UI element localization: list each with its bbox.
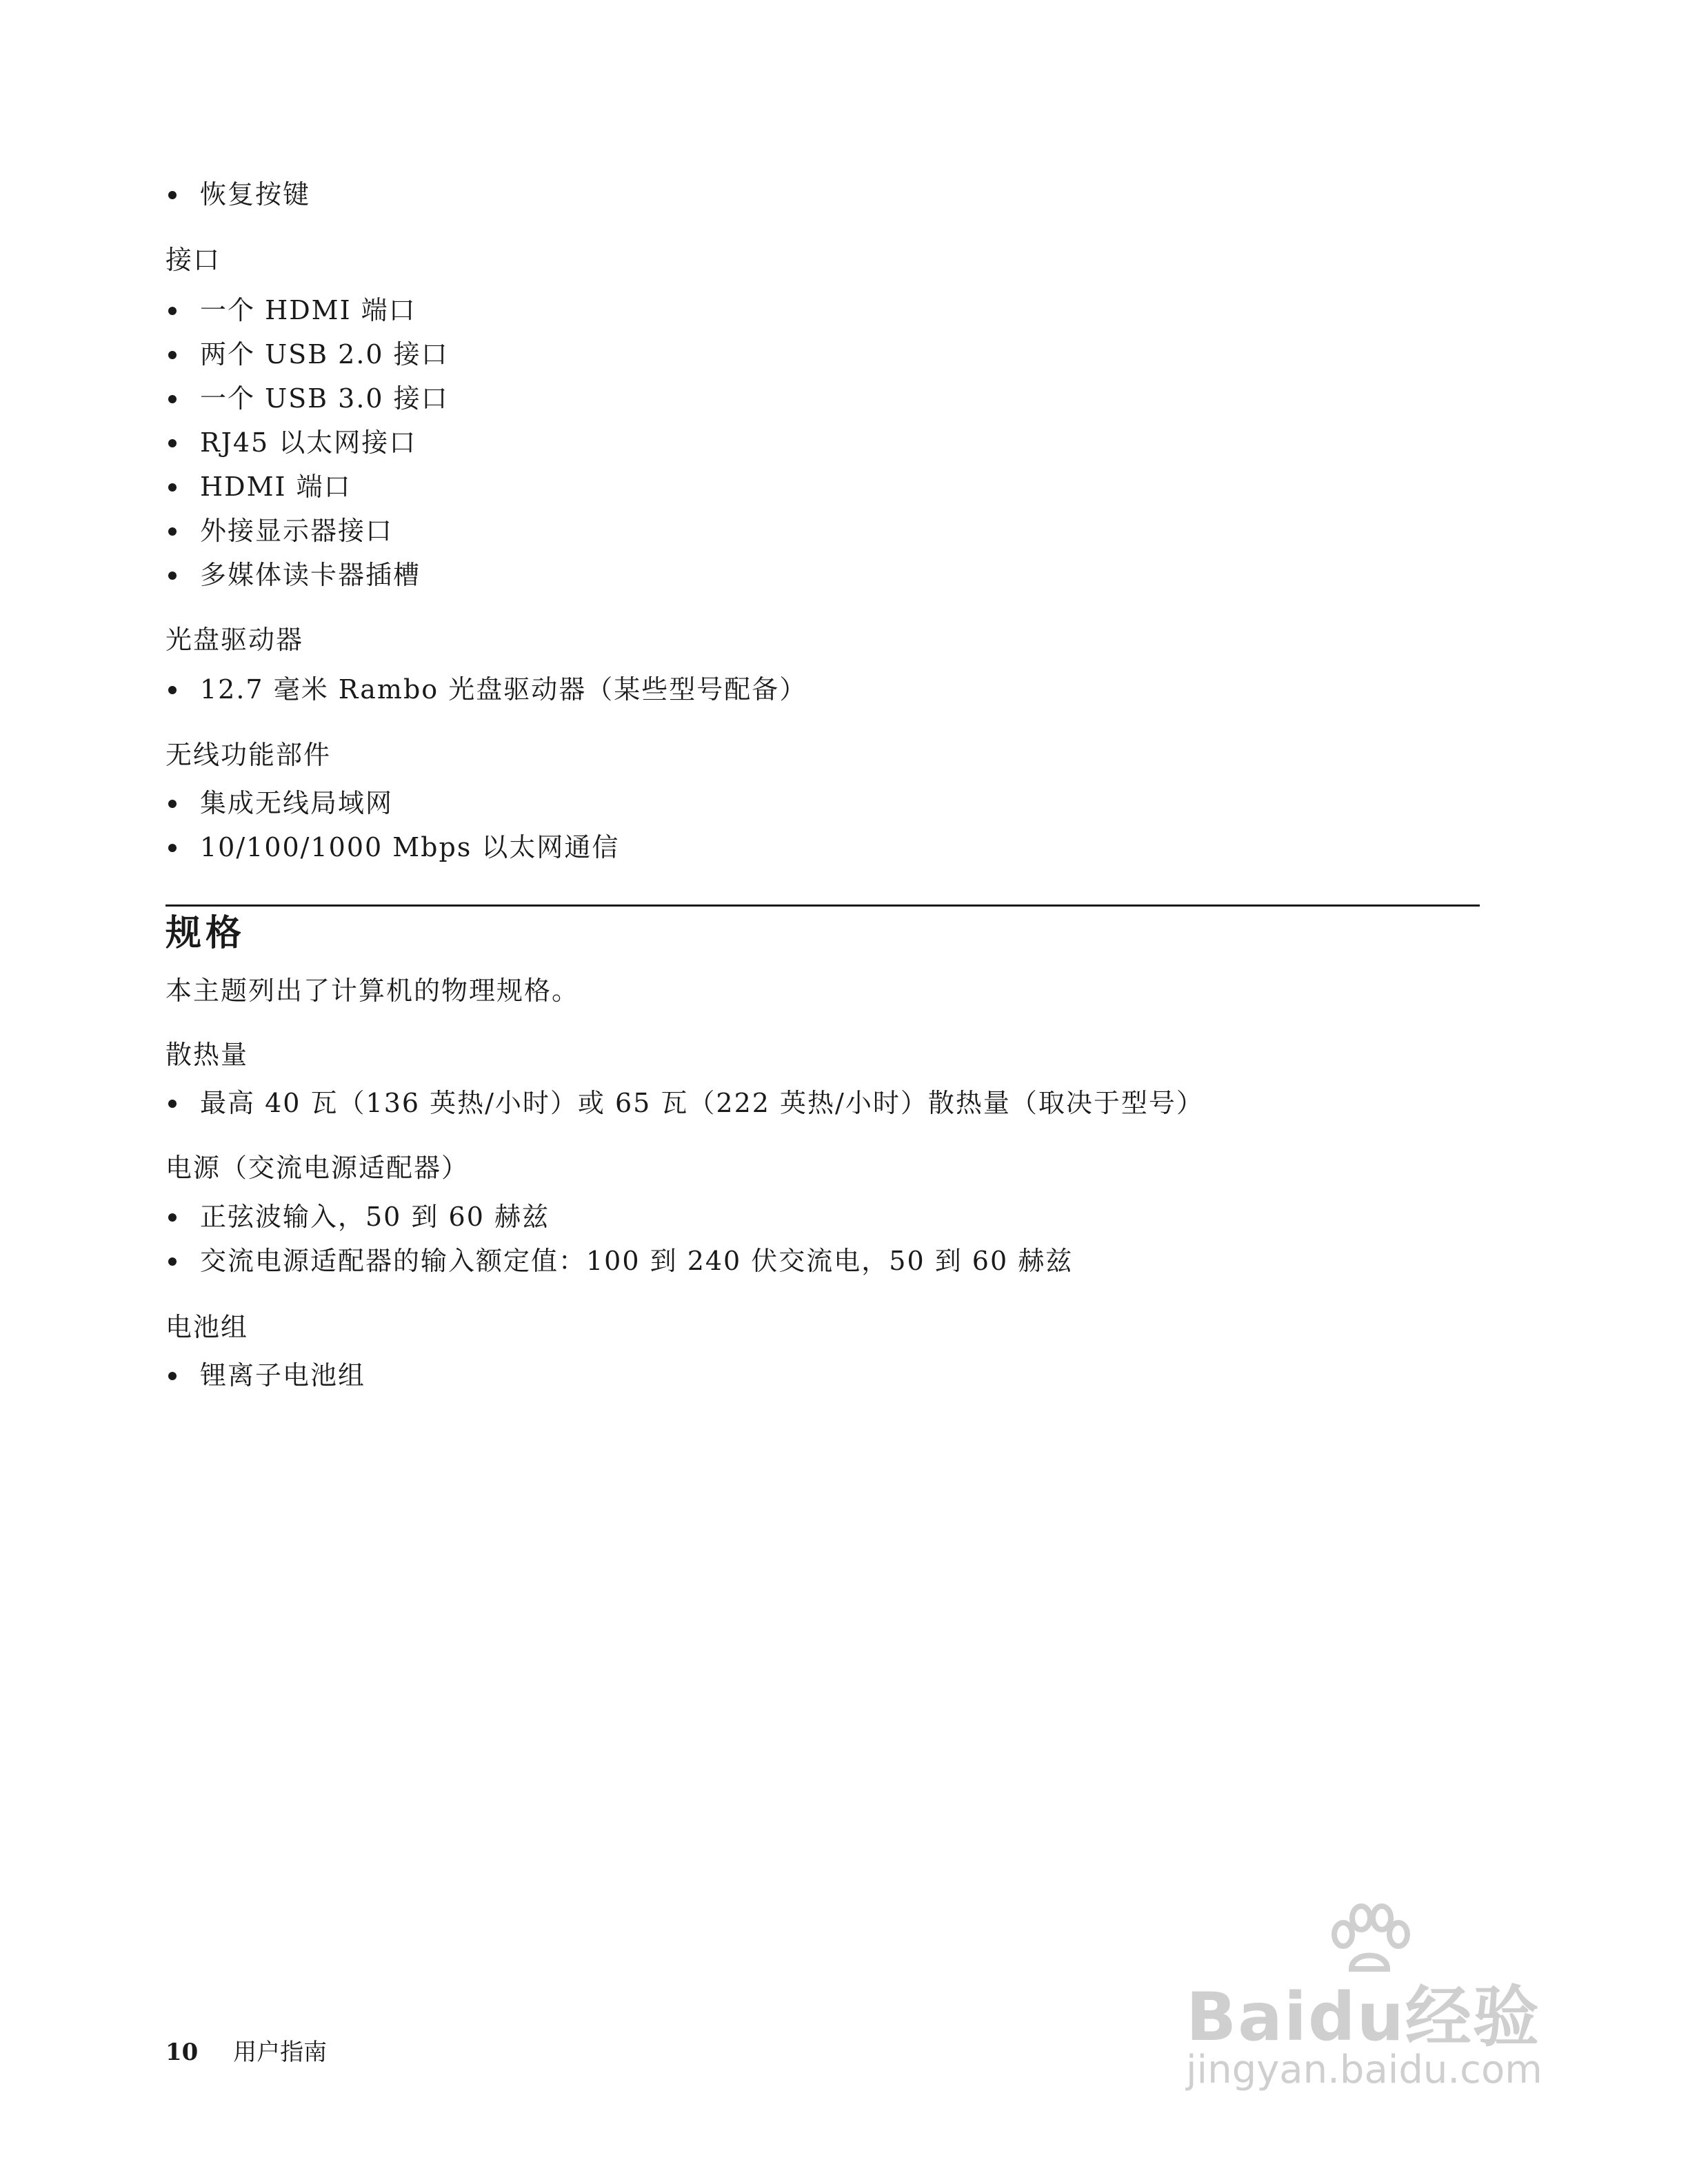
wireless-list bbox=[165, 781, 619, 869]
power-list bbox=[165, 1195, 1073, 1283]
heat-list bbox=[165, 1081, 1204, 1125]
list-item: 一个 USB 3.0 接口 bbox=[165, 376, 449, 421]
list-item: 12.7 毫米 Rambo 光盘驱动器（某些型号配备） bbox=[165, 667, 807, 711]
optical-heading: 光盘驱动器 bbox=[165, 625, 304, 655]
list-item: 交流电源适配器的输入额定值：100 到 240 伏交流电，50 到 60 赫兹 bbox=[165, 1239, 1073, 1283]
top-list bbox=[165, 172, 310, 216]
optical-list bbox=[165, 667, 807, 711]
list-item: 最高 40 瓦（136 英热/小时）或 65 瓦（222 英热/小时）散热量（取决于型号） bbox=[165, 1081, 1204, 1125]
baidu-watermark bbox=[1186, 1903, 1572, 2110]
list-item: 10/100/1000 Mbps 以太网通信 bbox=[165, 825, 619, 869]
list-item: HDMI 端口 bbox=[165, 465, 449, 509]
list-item: 锂离子电池组 bbox=[165, 1353, 365, 1397]
list-item: 多媒体读卡器插槽 bbox=[165, 553, 449, 597]
footer-doc-title: 用户指南 bbox=[233, 2039, 328, 2066]
page-footer bbox=[165, 2035, 327, 2070]
list-item: 两个 USB 2.0 接口 bbox=[165, 332, 449, 376]
battery-heading: 电池组 bbox=[165, 1312, 249, 1342]
list-item: 一个 HDMI 端口 bbox=[165, 288, 449, 332]
power-heading: 电源（交流电源适配器） bbox=[165, 1153, 470, 1183]
interfaces-list bbox=[165, 288, 449, 597]
list-item: RJ45 以太网接口 bbox=[165, 421, 449, 465]
section-title: 规格 bbox=[165, 913, 246, 954]
wireless-heading: 无线功能部件 bbox=[165, 740, 332, 770]
list-item: 正弦波输入，50 到 60 赫兹 bbox=[165, 1195, 1073, 1239]
list-item: 恢复按键 bbox=[165, 172, 310, 216]
heat-heading: 散热量 bbox=[165, 1040, 249, 1070]
watermark-logo: Baidu经验 bbox=[1186, 1979, 1540, 2056]
list-item: 集成无线局域网 bbox=[165, 781, 619, 825]
watermark-url: jingyan.baidu.com bbox=[1186, 2048, 1543, 2092]
list-item: 外接显示器接口 bbox=[165, 509, 449, 553]
specs-intro: 本主题列出了计算机的物理规格。 bbox=[165, 975, 580, 1006]
section-divider bbox=[165, 904, 1480, 907]
battery-list bbox=[165, 1353, 365, 1397]
interfaces-heading: 接口 bbox=[165, 245, 221, 275]
page-number: 10 bbox=[165, 2039, 199, 2066]
